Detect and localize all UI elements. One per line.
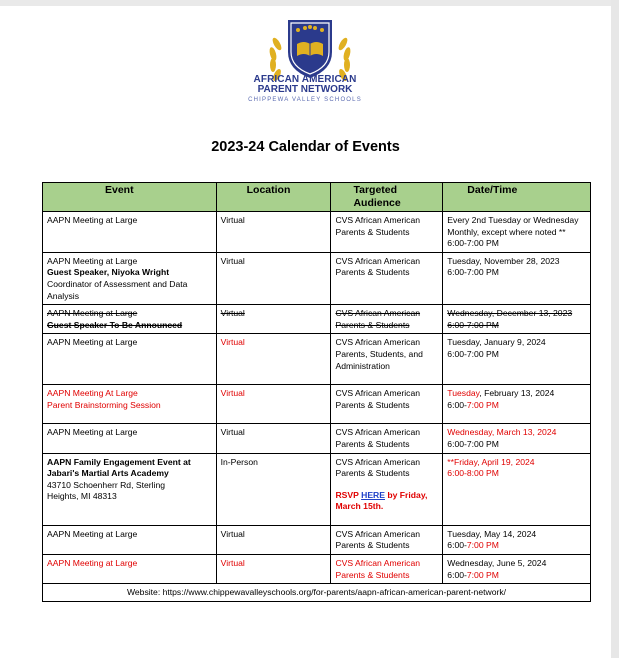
audience-line: CVS African American: [335, 308, 421, 319]
event-cell: [43, 305, 217, 334]
audience-line: Parents & Students: [335, 468, 410, 479]
date-line: Tuesday, January 9, 2024: [447, 337, 546, 348]
audience-line: CVS African American: [335, 255, 421, 266]
time-line: [447, 570, 586, 582]
location-cell: In-Person: [216, 453, 331, 525]
header-datetime: Date/Time: [443, 183, 591, 212]
events-table: [42, 182, 591, 602]
date-line: Tuesday, November 28, 2023: [447, 255, 560, 266]
guest-speaker: Guest Speaker To Be Announced: [47, 319, 183, 330]
logo-text-chippewa: CHIPPEWA VALLEY SCHOOLS: [248, 97, 362, 103]
audience-cell: [331, 334, 443, 385]
speaker-title: Coordinator of Assessment and Data: [47, 278, 188, 289]
event-name: AAPN Meeting at Large: [47, 558, 138, 569]
location-cell: Virtual: [216, 212, 331, 253]
audience-line: CVS African American: [335, 456, 421, 467]
event-name: AAPN Meeting at Large: [47, 427, 138, 438]
location-text: Virtual: [220, 558, 245, 569]
table-row: [43, 334, 591, 385]
time-line: 6:00-8:00 PM: [447, 468, 499, 479]
time-line: [447, 540, 586, 552]
time-end: 7:00 PM: [466, 569, 499, 580]
table-row: [43, 252, 591, 304]
location-text: Virtual: [220, 337, 245, 348]
datetime-cell: [443, 212, 591, 253]
time-end: 7:00 PM: [466, 540, 499, 551]
audience-line: Parents, Students, and: [335, 348, 423, 359]
event-name: AAPN Meeting at Large: [47, 308, 138, 319]
audience-cell: [331, 252, 443, 304]
datetime-cell: [443, 252, 591, 304]
table-row: [43, 385, 591, 424]
time-line: 6:00-7:00 PM: [447, 438, 499, 449]
audience-line: Parents & Students: [335, 399, 410, 410]
event-cell: [43, 252, 217, 304]
datetime-cell: [443, 525, 591, 554]
table-row-cancelled: [43, 305, 591, 334]
location-text: Virtual: [220, 308, 245, 319]
session-name: Parent Brainstorming Session: [47, 399, 161, 410]
logo-text-african-american: AFRICAN AMERICAN: [253, 74, 357, 85]
date-line: Wednesday, June 5, 2024: [447, 558, 547, 569]
event-cell: [43, 212, 217, 253]
audience-line: CVS African American: [335, 558, 421, 569]
datetime-cell: [443, 555, 591, 584]
audience-line: Parents & Students: [335, 438, 410, 449]
location-cell: Virtual: [216, 525, 331, 554]
table-row: [43, 453, 591, 525]
audience-line: CVS African American: [335, 427, 421, 438]
event-name: AAPN Meeting At Large: [47, 388, 138, 399]
audience-line: CVS African American: [335, 337, 421, 348]
event-cell: [43, 555, 217, 584]
datetime-cell: [443, 453, 591, 525]
header-audience: Targeted Audience: [331, 183, 443, 212]
event-cell: [43, 424, 217, 453]
location-cell: [216, 305, 331, 334]
logo-text-parent-network: PARENT NETWORK: [257, 84, 353, 95]
audience-cell: [331, 525, 443, 554]
page-title: 2023-24 Calendar of Events: [211, 139, 400, 155]
event-name: AAPN Meeting at Large: [47, 337, 138, 348]
audience-line: Parents & Students: [335, 319, 410, 330]
date-line: **Friday, April 19, 2024: [447, 456, 535, 467]
datetime-cell: [443, 385, 591, 424]
table-row: [43, 525, 591, 554]
location-cell: Virtual: [216, 424, 331, 453]
datetime-cell: [443, 424, 591, 453]
header-location: Location: [216, 183, 331, 212]
time-line: 6:00-7:00 PM: [447, 238, 499, 249]
audience-line: Parents & Students: [335, 226, 410, 237]
time-start: 6:00-: [447, 540, 467, 551]
website-footer: Website: https://www.chippewavalleyschools.org/for-parents/aapn-african-american-parent-network/: [43, 584, 591, 602]
audience-line: Parents & Students: [335, 540, 410, 551]
date-note: Monthly, except where noted **: [447, 226, 566, 237]
audience-cell: [331, 555, 443, 584]
footer-row: [43, 584, 591, 602]
audience-line: Administration: [335, 360, 390, 371]
location-cell: [216, 334, 331, 385]
location-cell: Virtual: [216, 252, 331, 304]
location-cell: [216, 385, 331, 424]
event-name: AAPN Meeting at Large: [47, 528, 138, 539]
speaker-title-cont: Analysis: [47, 290, 79, 301]
event-name: AAPN Family Engagement Event at: [47, 456, 191, 467]
event-cell: [43, 334, 217, 385]
location-cell: [216, 555, 331, 584]
date-rest: , February 13, 2024: [479, 388, 555, 399]
audience-cell: [331, 212, 443, 253]
date-line: Wednesday, December 13, 2023: [447, 308, 573, 319]
audience-line: Parents & Students: [335, 569, 410, 580]
table-row: [43, 555, 591, 584]
audience-cell: [331, 385, 443, 424]
audience-cell: [331, 424, 443, 453]
time-line: [447, 400, 586, 412]
datetime-cell: [443, 305, 591, 334]
date-line: Every 2nd Tuesday or Wednesday: [447, 215, 579, 225]
event-cell: [43, 385, 217, 424]
event-cell: [43, 453, 217, 525]
time-start: 6:00-: [447, 569, 467, 580]
table-row: [43, 424, 591, 453]
event-cell: [43, 525, 217, 554]
datetime-cell: [443, 334, 591, 385]
time-line: 6:00-7:00 PM: [447, 319, 499, 330]
rsvp-deadline: March 15th.: [335, 501, 384, 512]
venue-city: Heights, MI 48313: [47, 491, 117, 502]
time-line: 6:00-7:00 PM: [447, 348, 499, 359]
guest-speaker: Guest Speaker, Niyoka Wright: [47, 267, 170, 278]
table-row: [43, 212, 591, 253]
header-event: Event: [43, 183, 217, 212]
audience-line: CVS African American: [335, 388, 421, 399]
venue-name: Jabari's Martial Arts Academy: [47, 468, 169, 479]
audience-line: CVS African American: [335, 215, 421, 225]
document-page: [0, 6, 611, 658]
time-end: 7:00 PM: [466, 399, 499, 410]
time-line: 6:00-7:00 PM: [447, 267, 499, 278]
date-line: [447, 388, 586, 400]
table-header-row: [43, 183, 591, 212]
event-name: AAPN Meeting at Large: [47, 215, 138, 225]
time-start: 6:00-: [447, 399, 467, 410]
event-name: AAPN Meeting at Large: [47, 255, 138, 266]
rsvp-prefix: RSVP: [335, 489, 362, 500]
audience-line: CVS African American: [335, 528, 421, 539]
venue-address: 43710 Schoenherr Rd, Sterling: [47, 479, 166, 490]
rsvp-suffix: by Friday,: [385, 489, 428, 500]
rsvp-here-link[interactable]: HERE: [361, 489, 385, 500]
date-line: Tuesday, May 14, 2024: [447, 528, 537, 539]
date-weekday: Tuesday: [447, 388, 480, 399]
rsvp-line: [335, 490, 438, 502]
audience-cell: [331, 453, 443, 525]
audience-line: Parents & Students: [335, 267, 410, 278]
date-line: Wednesday, March 13, 2024: [447, 427, 557, 438]
scrollbar-track[interactable]: [611, 0, 619, 658]
location-text: Virtual: [220, 388, 245, 399]
audience-cell: [331, 305, 443, 334]
